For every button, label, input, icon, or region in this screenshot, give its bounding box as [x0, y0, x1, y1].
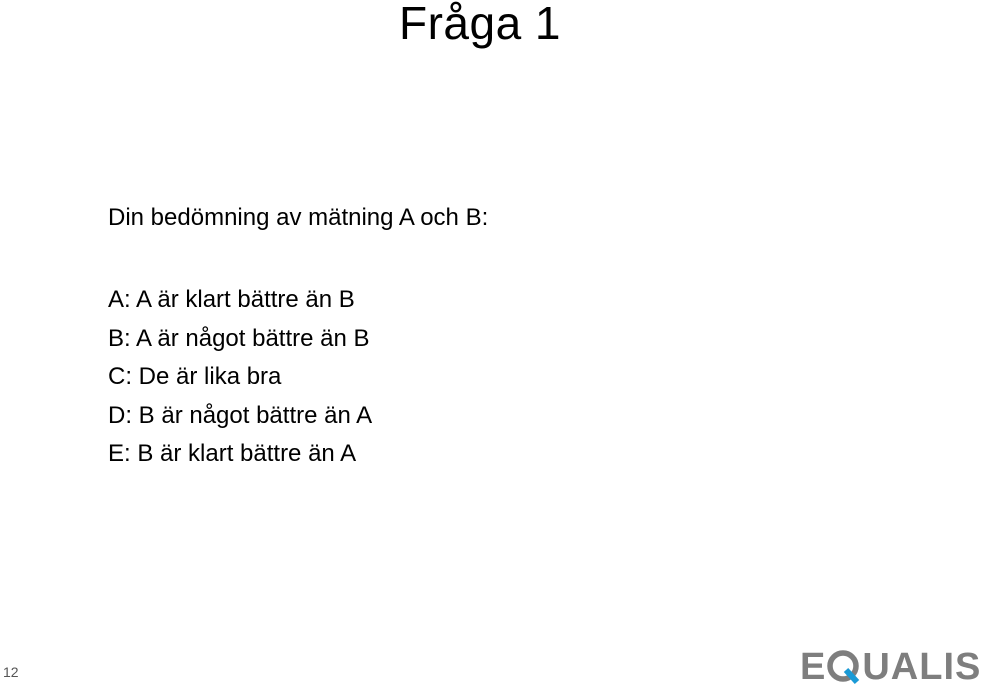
- answer-option-text: B: A är något bättre än B: [108, 324, 370, 352]
- question-intro: Din bedömning av mätning A och B:: [108, 204, 489, 231]
- answer-option-text: D: B är något bättre än A: [108, 401, 373, 429]
- answer-option-b: [108, 320, 372, 359]
- answer-option-d: [108, 397, 372, 436]
- logo-q-icon: [826, 648, 862, 686]
- logo-text-end: UALIS: [862, 646, 981, 688]
- answer-options-list: [108, 281, 372, 474]
- slide-title: Fråga 1: [398, 0, 562, 49]
- page-number: 12: [3, 664, 19, 680]
- answer-option-text: C: De är lika bra: [108, 363, 282, 390]
- answer-option-c: [108, 358, 372, 397]
- answer-option-text: A: A är klart bättre än B: [108, 286, 355, 313]
- answer-option-e: [108, 435, 372, 474]
- answer-option-text: E: B är klart bättre än A: [108, 440, 357, 467]
- answer-option-a: [108, 281, 372, 320]
- equalis-logo: [800, 648, 981, 686]
- logo-text-start: E: [800, 646, 827, 688]
